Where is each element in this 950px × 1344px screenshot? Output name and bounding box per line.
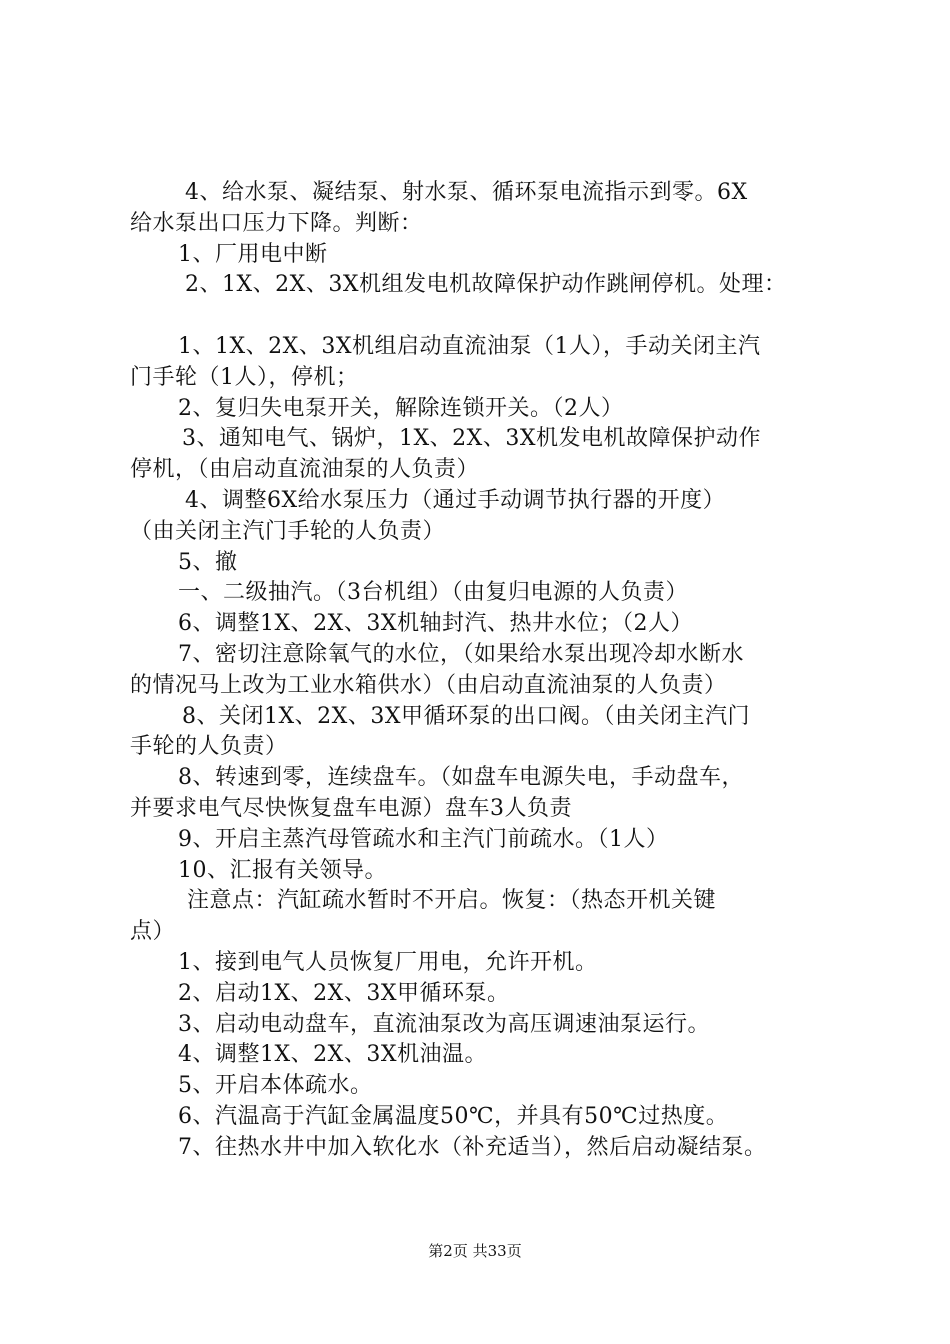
text-line: 一、二级抽汽。（3台机组）（由复归电源的人负责）	[178, 580, 688, 606]
text-line: 7、密切注意除氧气的水位，（如果给水泵出现冷却水断水	[178, 641, 744, 667]
text-line: 6、调整1X、2X、3X机轴封汽、热井水位；（2人）	[178, 611, 693, 637]
text-line: 门手轮（1人），停机；	[130, 364, 359, 390]
text-line: 停机，（由启动直流油泵的人负责）	[130, 457, 480, 483]
text-line: 4、给水泵、凝结泵、射水泵、循环泵电流指示到零。6X	[185, 180, 748, 205]
text-line: 2、复归失电泵开关，解除连锁开关。（2人）	[178, 395, 624, 421]
text-line: 给水泵出口压力下降。判断：	[130, 210, 423, 236]
document-body	[130, 178, 850, 1164]
text-line: 3、通知电气、锅炉，1X、2X、3X机发电机故障保护动作	[182, 426, 761, 452]
text-line: 4、调整1X、2X、3X机油温。	[178, 1042, 487, 1068]
text-line: 4、调整6X给水泵压力（通过手动调节执行器的开度）	[185, 487, 726, 513]
text-line: 1、1X、2X、3X机组启动直流油泵（1人），手动关闭主汽	[178, 333, 761, 359]
text-line: 3、启动电动盘车，直流油泵改为高压调速油泵运行。	[178, 1011, 710, 1037]
page-footer: 第2页 共33页	[428, 1242, 522, 1260]
text-line: 2、启动1X、2X、3X甲循环泵。	[178, 980, 510, 1006]
text-line: 注意点：汽缸疏水暂时不开启。恢复：（热态开机关键	[187, 888, 717, 914]
text-line: 8、关闭1X、2X、3X甲循环泵的出口阀。（由关闭主汽门	[182, 703, 750, 729]
text-line: 1、接到电气人员恢复厂用电，允许开机。	[178, 949, 598, 975]
text-line: （由关闭主汽门手轮的人负责）	[130, 518, 446, 544]
text-line: 6、汽温高于汽缸金属温度50℃，并具有50℃过热度。	[178, 1103, 729, 1129]
text-line	[130, 301, 850, 332]
text-line: 手轮的人负责）	[130, 734, 288, 760]
text-line: 5、开启本体疏水。	[178, 1073, 373, 1099]
text-line: 10、汇报有关领导。	[178, 857, 387, 883]
text-line: 9、开启主蒸汽母管疏水和主汽门前疏水。（1人）	[178, 826, 669, 852]
text-line: 8、转速到零，连续盘车。（如盘车电源失电，手动盘车，	[178, 765, 744, 791]
text-line: 7、往热水井中加入软化水（补充适当），然后启动凝结泵。	[178, 1134, 767, 1160]
text-line: 并要求电气尽快恢复盘车电源）盘车3人负责	[130, 795, 572, 821]
text-line: 1、厂用电中断	[178, 241, 328, 267]
text-line: 2、1X、2X、3X机组发电机故障保护动作跳闸停机。处理：	[185, 272, 787, 298]
text-line: 的情况马上改为工业水箱供水）（由启动直流油泵的人负责）	[130, 672, 727, 698]
text-line: 点）	[130, 919, 176, 945]
text-line: 5、撤	[178, 549, 238, 575]
